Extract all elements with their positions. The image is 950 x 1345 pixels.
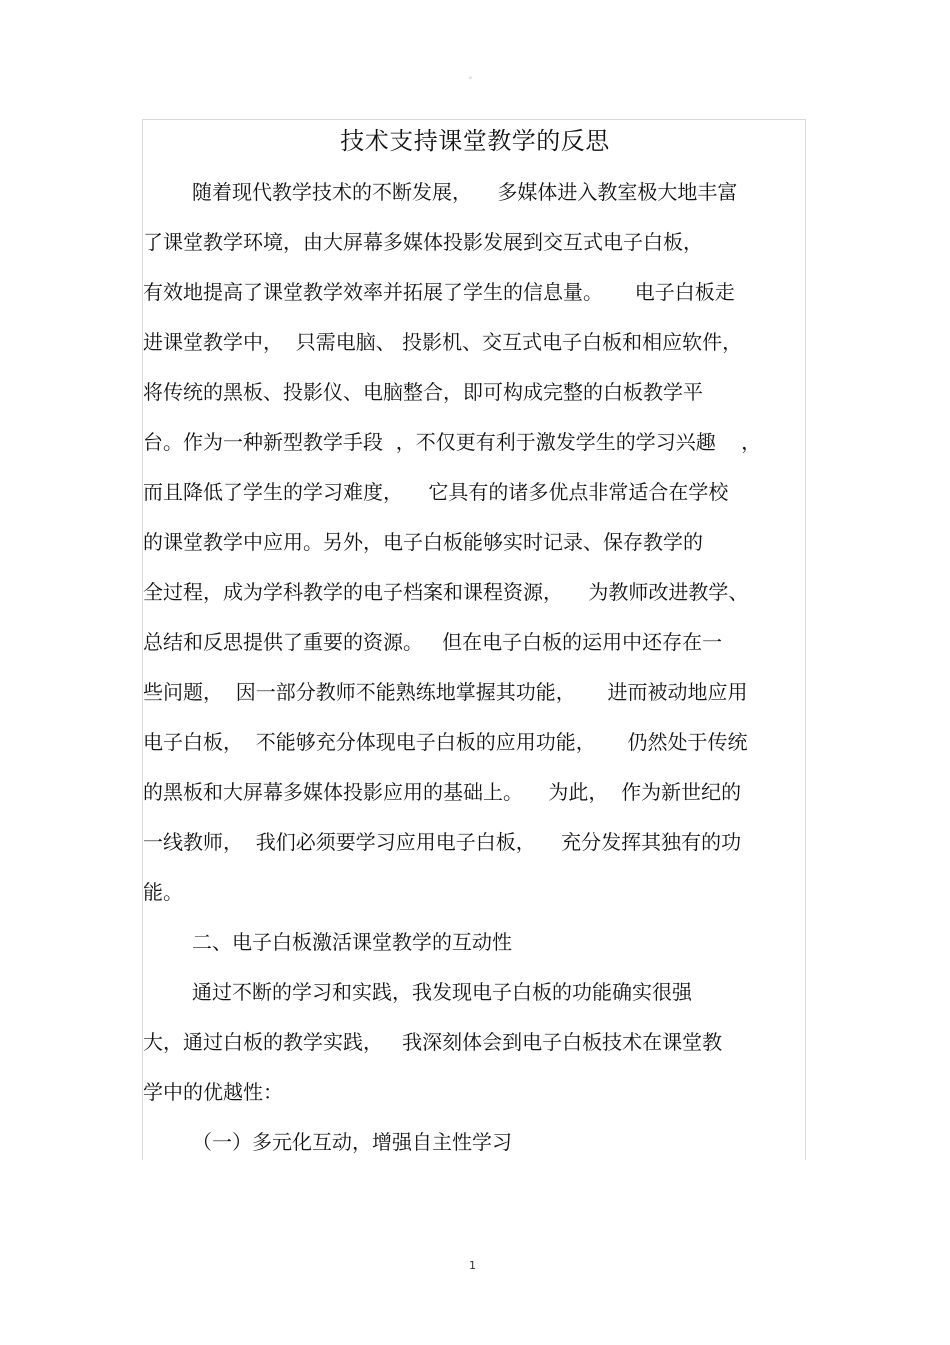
paragraph-line: 的课堂教学中应用。另外，电子白板能够实时记录、保存教学的 xyxy=(143,530,703,554)
subsection-heading: （一）多元化互动，增强自主性学习 xyxy=(192,1130,512,1154)
paragraph-line: 全过程，成为学科教学的电子档案和课程资源， 为教师改进教学、 xyxy=(143,580,749,604)
document-title: 技术支持课堂教学的反思 xyxy=(340,127,610,155)
header-mark: 。 xyxy=(469,71,477,80)
section-heading: 二、电子白板激活课堂教学的互动性 xyxy=(192,930,512,954)
paragraph-line: 而且降低了学生的学习难度， 它具有的诸多优点非常适合在学校 xyxy=(143,480,729,504)
paragraph-line: 些问题， 因一部分教师不能熟练地掌握其功能， 进而被动地应用 xyxy=(143,680,748,704)
paragraph-line: 随着现代教学技术的不断发展， 多媒体进入教室极大地丰富 xyxy=(192,180,738,204)
paragraph-line: 有效地提高了课堂教学效率并拓展了学生的信息量。 电子白板走 xyxy=(143,280,735,304)
paragraph-line: 的黑板和大屏幕多媒体投影应用的基础上。 为此， 作为新世纪的 xyxy=(143,780,742,804)
paragraph-line: 电子白板， 不能够充分体现电子白板的应用功能， 仍然处于传统 xyxy=(143,730,748,754)
paragraph-line: 一线教师， 我们必须要学习应用电子白板， 充分发挥其独有的功 xyxy=(143,830,742,854)
paragraph-line: 学中的优越性： xyxy=(143,1080,283,1104)
page-number: 1 xyxy=(469,1259,476,1272)
paragraph-line: 通过不断的学习和实践，我发现电子白板的功能确实很强 xyxy=(192,980,692,1004)
paragraph-line: 进课堂教学中， 只需电脑、 投影机、交互式电子白板和相应软件， xyxy=(143,330,743,354)
paragraph-line: 大，通过白板的教学实践， 我深刻体会到电子白板技术在课堂教 xyxy=(143,1030,723,1054)
paragraph-line: 了课堂教学环境，由大屏幕多媒体投影发展到交互式电子白板， xyxy=(143,230,703,254)
paragraph-line: 总结和反思提供了重要的资源。 但在电子白板的运用中还存在一 xyxy=(143,630,723,654)
paragraph-line: 能。 xyxy=(143,880,183,904)
paragraph-line: 台。作为一种新型教学手段 ，不仅更有利于激发学生的学习兴趣 ， xyxy=(143,430,762,454)
paragraph-line: 将传统的黑板、投影仪、电脑整合，即可构成完整的白板教学平 xyxy=(143,380,703,404)
